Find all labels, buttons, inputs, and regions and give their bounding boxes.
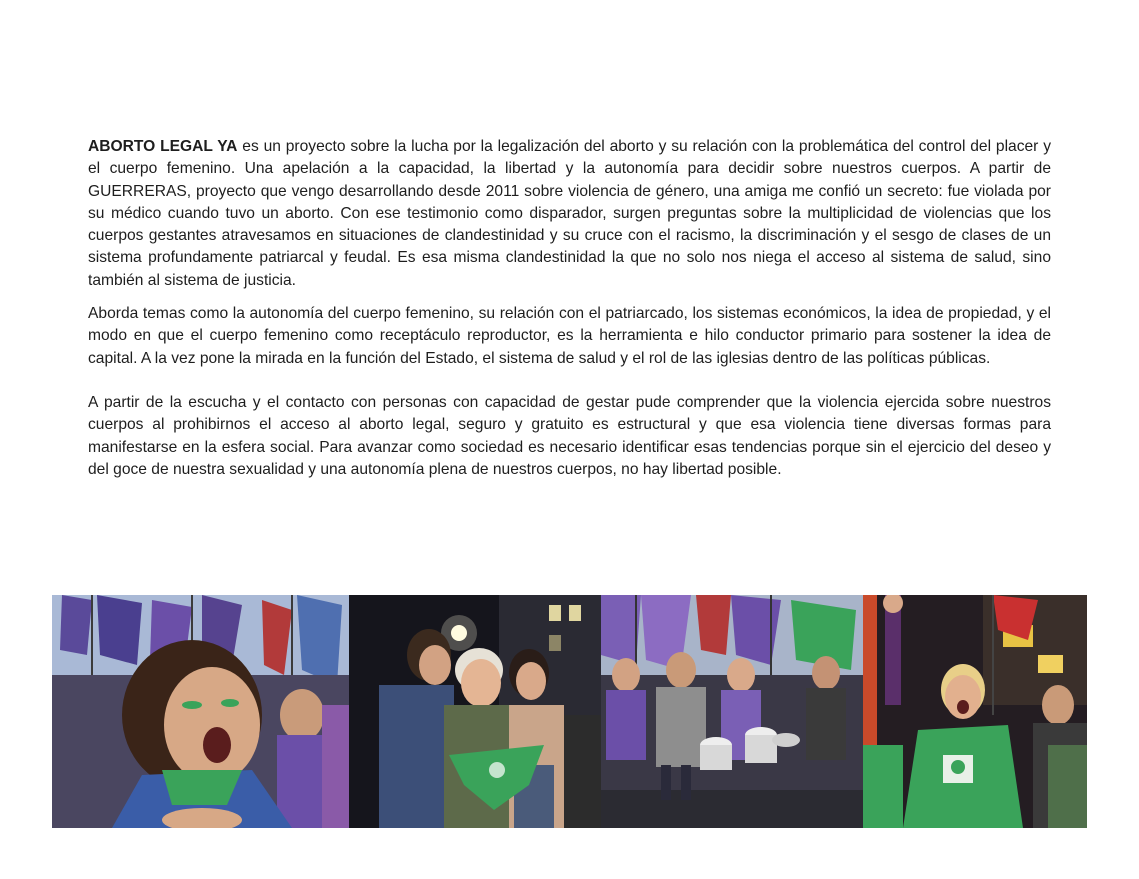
paragraph-conclusion: A partir de la escucha y el contacto con personas con capacidad de gestar pude comprender que la violencia ejercida sobre nuestros cuerpos al prohibirnos el acceso al aborto legal, seguro y gratuito es estructural y que esa violencia tiene diversas formas para manifestarse en la esfera social. Para avanzar como sociedad es necesario identificar esas tendencias porque sin el ejercicio del deseo y del goce de nuestra sexualidad y una autonomía plena de nuestros cuerpos, no hay libertad posible. (88, 393, 1051, 478)
project-title: ABORTO LEGAL YA (88, 138, 238, 155)
photo-women-laughing-night (349, 595, 601, 828)
photo-strip (52, 595, 1087, 828)
project-statement (88, 136, 1051, 481)
paragraph-intro (88, 136, 1051, 292)
photo-green-bib-protester (863, 595, 1087, 828)
photo-march-drums (601, 595, 863, 828)
paragraph-intro-body: es un proyecto sobre la lucha por la legalización del aborto y su relación con la problemática del control del placer y el cuerpo femenino. Una apelación a la capacidad, la libertad y la autonomía para decidir sobre nuestros cuerpos. A partir de GUERRERAS, proyecto que vengo desarrollando desde 2011 sobre violencia de género, una amiga me confió un secreto: fue violada por su médico cuando tuvo un aborto. Con ese testimonio como disparador, surgen preguntas sobre la multiplicidad de violencias que los cuerpos gestantes atravesamos en situaciones de clandestinidad y su cruce con el racismo, la discriminación y el sesgo de clases de un sistema profundamente patriarcal y feudal. Es esa misma clandestinidad la que no solo nos niega el acceso al sistema de salud, sino también al sistema de justicia. (88, 138, 1051, 289)
paragraph-themes: Aborda temas como la autonomía del cuerpo femenino, su relación con el patriarcado, los sistemas económicos, la idea de propiedad, y el modo en que el cuerpo femenino como receptáculo reproductor, es la herramienta e hilo conductor primario para sostener la idea de capital. A la vez pone la mirada en la función del Estado, el sistema de salud y el rol de las iglesias dentro de las políticas públicas. (88, 305, 1051, 367)
photo-protester-shouting (52, 595, 349, 828)
